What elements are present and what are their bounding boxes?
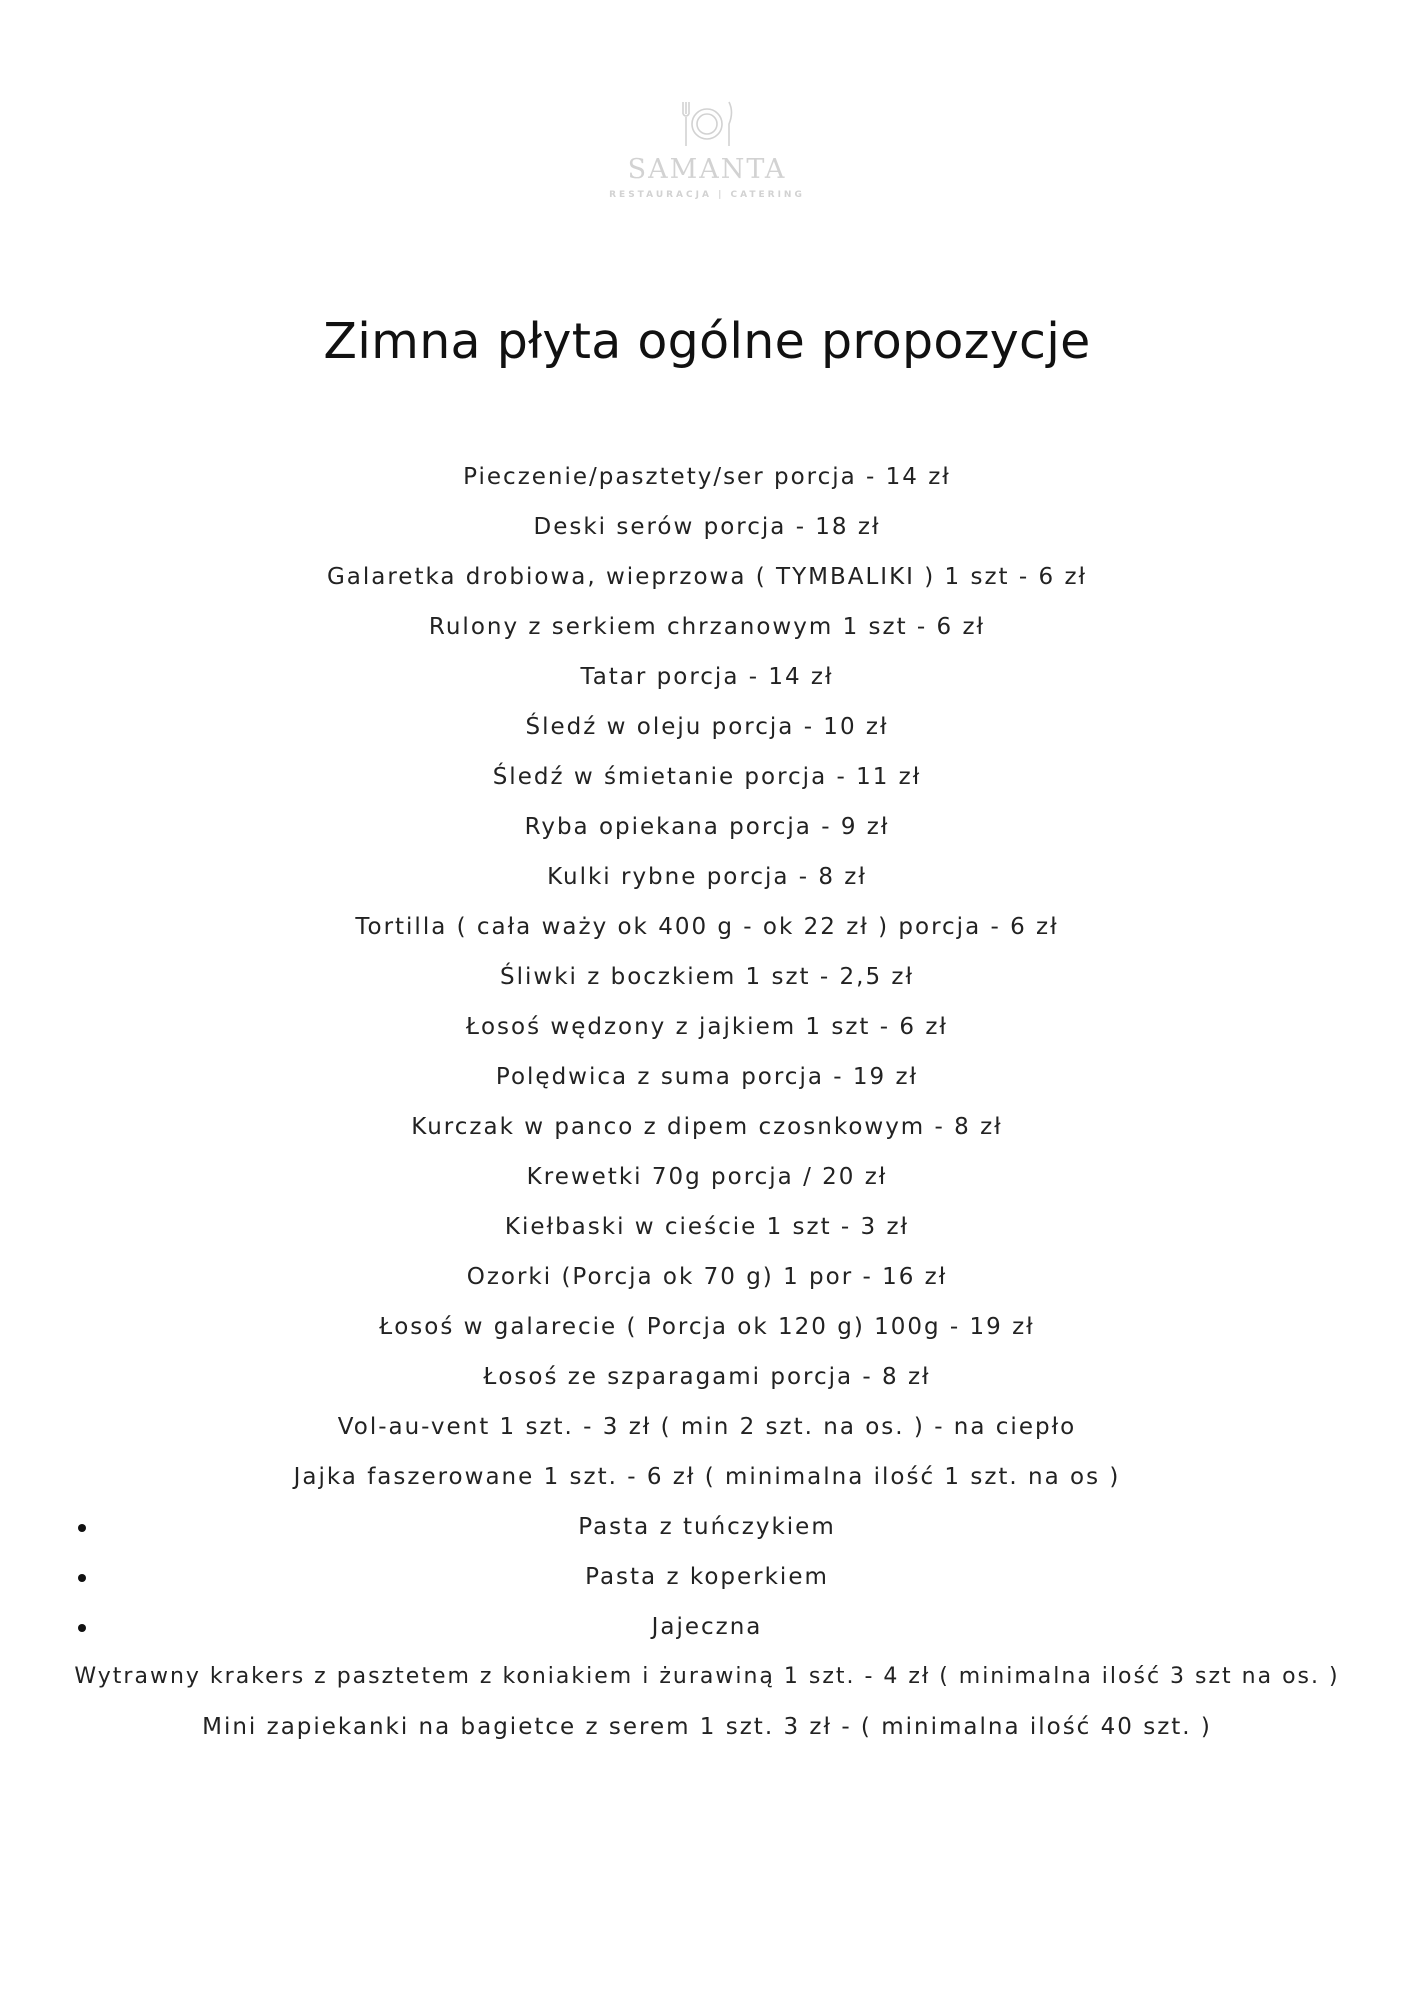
menu-item: Ozorki (Porcja ok 70 g) 1 por - 16 zł [466,1264,948,1290]
menu-item: Śliwki z boczkiem 1 szt - 2,5 zł [500,964,914,990]
logo [0,98,1414,200]
menu-item: Tatar porcja - 14 zł [580,664,834,690]
menu-item: Tortilla ( cała waży ok 400 g - ok 22 zł ) porcja - 6 zł [355,914,1059,940]
menu-item: Kurczak w panco z dipem czosnkowym - 8 zł [411,1114,1003,1140]
menu-item: Łosoś w galarecie ( Porcja ok 120 g) 100g - 19 zł [379,1314,1035,1340]
menu-item: Polędwica z suma porcja - 19 zł [495,1064,919,1090]
menu-item: Vol-au-vent 1 szt. - 3 zł ( min 2 szt. na os. ) - na ciepło [337,1414,1077,1440]
menu-item: Wytrawny krakers z pasztetem z koniakiem i żurawiną 1 szt. - 4 zł ( minimalna ilość 3 szt na os. ) [74,1664,1340,1689]
bullet-item: Pasta z tuńczykiem [0,1502,1414,1552]
plate-fork-knife-icon [677,98,737,150]
menu-item: Galaretka drobiowa, wieprzowa ( TYMBALIKI ) 1 szt - 6 zł [326,564,1088,590]
menu-item: Deski serów porcja - 18 zł [533,514,881,540]
menu-item: Rulony z serkiem chrzanowym 1 szt - 6 zł [428,614,986,640]
menu-item: Łosoś ze szparagami porcja - 8 zł [483,1364,931,1390]
menu-item: Ryba opiekana porcja - 9 zł [524,814,890,840]
logo-subtitle: RESTAURACJA | CATERING [609,190,805,200]
logo-name: SAMANTA [627,154,787,185]
menu-item: Krewetki 70g porcja / 20 zł [526,1164,888,1190]
menu-item: Łosoś wędzony z jajkiem 1 szt - 6 zł [466,1014,948,1040]
menu-item: Kulki rybne porcja - 8 zł [547,864,867,890]
bullet-item: Jajeczna [0,1602,1414,1652]
menu-item: Śledź w oleju porcja - 10 zł [525,714,889,740]
page-title: Zimna płyta ogólne propozycje [323,313,1091,370]
menu-list [0,452,1414,1752]
menu-item: Mini zapiekanki na bagietce z serem 1 szt. 3 zł - ( minimalna ilość 40 szt. ) [202,1714,1212,1740]
menu-item: Jajka faszerowane 1 szt. - 6 zł ( minimalna ilość 1 szt. na os ) [293,1464,1121,1490]
menu-item: Kiełbaski w cieście 1 szt - 3 zł [504,1214,910,1240]
bullet-item: Pasta z koperkiem [0,1552,1414,1602]
menu-item: Śledź w śmietanie porcja - 11 zł [492,764,922,790]
menu-item: Pieczenie/pasztety/ser porcja - 14 zł [463,464,951,490]
